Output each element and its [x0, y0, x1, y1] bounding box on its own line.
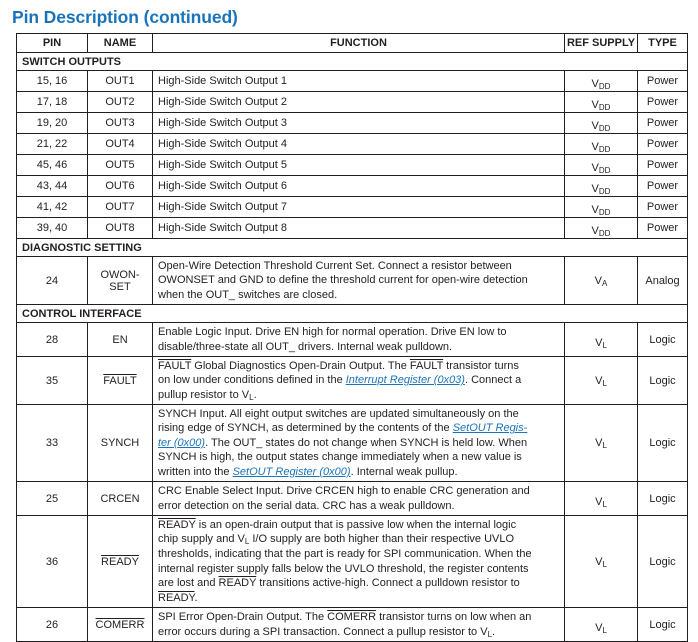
ref-supply-cell	[565, 482, 638, 516]
type-cell: Power	[638, 134, 688, 155]
table-row	[17, 608, 688, 642]
type-cell: Analog	[638, 257, 688, 305]
ref-supply-cell	[565, 257, 638, 305]
function-text: written into the	[158, 465, 233, 478]
ref-supply-cell	[565, 92, 638, 113]
ref-supply-subscript: A	[602, 278, 608, 288]
pin-cell: 21, 22	[17, 134, 88, 155]
name-cell: SYNCH	[88, 405, 153, 482]
function-text: . Connect a	[464, 374, 522, 387]
interrupt-register-link[interactable]: Interrupt Register (0x03)	[345, 374, 465, 387]
name-cell	[88, 516, 153, 608]
ref-supply-subscript: DD	[598, 103, 611, 112]
pin-cell: 17, 18	[17, 92, 88, 113]
name-cell: OUT2	[88, 92, 153, 113]
name-cell: OUT8	[88, 218, 153, 239]
ref-supply-symbol: V	[591, 99, 599, 111]
ref-supply-symbol: V	[595, 374, 603, 387]
ref-supply-subscript: DD	[598, 82, 611, 91]
ref-supply-symbol: V	[594, 274, 602, 287]
ref-supply-subscript: DD	[598, 187, 611, 196]
function-line: OWONSET and GND to define the threshold current for open-wire detection	[158, 274, 528, 287]
signal-overbar-text: READY	[158, 591, 195, 604]
type-cell: Power	[638, 218, 688, 239]
table-row	[17, 405, 688, 482]
ref-supply-subscript: L	[602, 559, 607, 569]
ref-supply-symbol: V	[591, 204, 599, 216]
function-cell: High-Side Switch Output 4	[153, 134, 565, 155]
col-header-name: NAME	[88, 34, 153, 53]
ref-supply-symbol: V	[595, 621, 603, 634]
function-line: disable/three-state all OUT_ drivers. Internal weak pulldown.	[158, 340, 453, 353]
function-text: I/O supply are both higher than their respective UVLO	[249, 533, 515, 546]
function-text: . The OUT_ states do not change when SYNCH is held low. When	[205, 436, 528, 449]
name-cell: OUT4	[88, 134, 153, 155]
pin-cell: 24	[17, 257, 88, 305]
col-header-function: FUNCTION	[153, 34, 565, 53]
function-text: transitions active-high. Connect a pulldown resistor to	[256, 577, 520, 590]
header-row	[17, 34, 688, 53]
ref-supply-cell	[565, 134, 638, 155]
name-line: OWON-	[100, 268, 140, 281]
pin-cell: 35	[17, 357, 88, 405]
ref-supply-cell	[565, 405, 638, 482]
function-text: rising edge of SYNCH, as determined by the contents of the	[158, 422, 453, 435]
signal-overbar-text: FAULT	[158, 359, 192, 372]
name-cell	[88, 257, 153, 305]
table-row	[17, 257, 688, 305]
pin-cell: 43, 44	[17, 176, 88, 197]
function-cell	[153, 608, 565, 642]
function-line: internal register supply falls below the UVLO threshold, the register contents	[158, 562, 529, 575]
pin-cell: 39, 40	[17, 218, 88, 239]
type-cell: Power	[638, 155, 688, 176]
function-cell	[153, 405, 565, 482]
ref-supply-symbol: V	[595, 437, 603, 449]
function-line: error detection on the serial data. CRC has a weak pulldown.	[158, 499, 455, 512]
function-text: .	[253, 388, 257, 401]
pin-cell: 33	[17, 405, 88, 482]
function-text: .	[194, 591, 198, 604]
ref-supply-subscript: DD	[598, 208, 611, 217]
section-title: DIAGNOSTIC SETTING	[17, 239, 688, 257]
ref-supply-subscript: L	[602, 378, 607, 388]
signal-overbar-text: FAULT	[409, 359, 444, 372]
function-line: when the OUT_ switches are closed.	[158, 288, 338, 301]
name-cell: EN	[88, 323, 153, 357]
function-cell: High-Side Switch Output 3	[153, 113, 565, 134]
pin-cell: 41, 42	[17, 197, 88, 218]
pin-cell: 26	[17, 608, 88, 642]
ref-supply-subscript: L	[602, 340, 607, 350]
section-title: CONTROL INTERFACE	[17, 305, 688, 323]
setout-register-link[interactable]: SetOUT Register (0x00)	[232, 465, 351, 478]
function-cell: High-Side Switch Output 2	[153, 92, 565, 113]
function-text: is an open-drain output that is passive low when the internal logic	[195, 518, 517, 531]
pin-cell: 36	[17, 516, 88, 608]
table-row	[17, 197, 688, 218]
ref-supply-cell	[565, 323, 638, 357]
ref-supply-symbol: V	[591, 141, 599, 153]
name-cell: OUT5	[88, 155, 153, 176]
function-cell	[153, 257, 565, 305]
pin-cell: 25	[17, 482, 88, 516]
function-cell	[153, 516, 565, 608]
table-row	[17, 482, 688, 516]
pin-cell: 45, 46	[17, 155, 88, 176]
type-cell: Logic	[638, 516, 688, 608]
ref-supply-subscript: DD	[598, 124, 611, 133]
signal-overbar-text: READY	[158, 518, 196, 531]
table-row	[17, 134, 688, 155]
name-cell: OUT7	[88, 197, 153, 218]
col-header-pin: PIN	[17, 34, 88, 53]
ref-supply-symbol: V	[591, 183, 599, 195]
function-text: . Internal weak pullup.	[350, 465, 458, 478]
name-line: SET	[109, 280, 131, 293]
type-cell: Power	[638, 197, 688, 218]
function-line: Enable Logic Input. Drive EN high for normal operation. Drive EN low to	[158, 325, 507, 338]
subscript-text: L	[487, 629, 493, 639]
name-cell: OUT6	[88, 176, 153, 197]
type-cell: Power	[638, 113, 688, 134]
type-cell: Power	[638, 176, 688, 197]
function-text: transistor turns	[443, 359, 519, 372]
ref-supply-symbol: V	[595, 336, 603, 349]
type-cell: Logic	[638, 357, 688, 405]
setout-register-link[interactable]: ter (0x00)	[158, 436, 206, 449]
ref-supply-cell	[565, 155, 638, 176]
name-overbar-text: COMERR	[95, 618, 145, 631]
ref-supply-symbol: V	[595, 555, 603, 568]
signal-overbar-text: READY	[218, 577, 257, 590]
function-cell: High-Side Switch Output 6	[153, 176, 565, 197]
type-cell: Logic	[638, 323, 688, 357]
switch-output-rows	[17, 71, 688, 239]
name-overbar-text: READY	[101, 555, 139, 568]
ref-supply-cell	[565, 197, 638, 218]
section-title: SWITCH OUTPUTS	[17, 53, 688, 71]
function-line: SYNCH Input. All eight output switches are updated simultaneously on the	[158, 407, 519, 420]
function-text: transistor turns on low when an	[376, 610, 532, 623]
subscript-text: L	[249, 392, 254, 402]
ref-supply-subscript: L	[602, 499, 607, 509]
function-text: chip supply and V	[158, 533, 245, 546]
function-line: CRC Enable Select Input. Drive CRCEN high to enable CRC generation and	[158, 484, 530, 497]
function-cell	[153, 357, 565, 405]
type-cell: Power	[638, 92, 688, 113]
name-cell: OUT1	[88, 71, 153, 92]
ref-supply-cell	[565, 516, 638, 608]
ref-supply-subscript: L	[602, 441, 607, 450]
function-text: SPI Error Open-Drain Output. The	[158, 610, 328, 623]
function-line: SYNCH is high, the output states change immediately when a new value is	[158, 451, 522, 464]
name-overbar-text: FAULT	[103, 374, 137, 387]
ref-supply-subscript: DD	[598, 145, 611, 154]
name-cell: CRCEN	[88, 482, 153, 516]
ref-supply-symbol: V	[591, 225, 599, 237]
ref-supply-symbol: V	[591, 78, 599, 90]
section-row	[17, 53, 688, 71]
setout-register-link[interactable]: SetOUT Regis-	[452, 422, 528, 435]
subscript-text: L	[244, 537, 250, 547]
ref-supply-subscript: DD	[598, 166, 611, 175]
function-line: Open-Wire Detection Threshold Current Set. Connect a resistor between	[158, 259, 512, 272]
table-row	[17, 357, 688, 405]
pin-cell: 28	[17, 323, 88, 357]
name-cell	[88, 357, 153, 405]
ref-supply-symbol: V	[591, 162, 599, 174]
section-row	[17, 239, 688, 257]
pin-cell: 15, 16	[17, 71, 88, 92]
function-text: error occurs during a SPI transaction. Connect a pullup resistor to V	[158, 625, 488, 638]
ref-supply-cell	[565, 608, 638, 642]
table-row	[17, 218, 688, 239]
ref-supply-cell	[565, 357, 638, 405]
ref-supply-cell	[565, 218, 638, 239]
table-row	[17, 155, 688, 176]
pin-cell: 19, 20	[17, 113, 88, 134]
type-cell: Logic	[638, 608, 688, 642]
col-header-type: TYPE	[638, 34, 688, 53]
function-cell: High-Side Switch Output 5	[153, 155, 565, 176]
function-cell: High-Side Switch Output 8	[153, 218, 565, 239]
ref-supply-symbol: V	[595, 495, 603, 508]
col-header-ref-supply: REF SUPPLY	[565, 34, 638, 53]
function-line: thresholds, indicating that the part is ready for SPI communication. When the	[158, 547, 532, 560]
function-text: .	[492, 625, 496, 638]
section-row	[17, 305, 688, 323]
page-title: Pin Description (continued)	[12, 7, 238, 27]
name-cell: OUT3	[88, 113, 153, 134]
function-cell: High-Side Switch Output 1	[153, 71, 565, 92]
type-cell: Power	[638, 71, 688, 92]
table-row	[17, 323, 688, 357]
table-row	[17, 113, 688, 134]
ref-supply-cell	[565, 113, 638, 134]
function-text: are lost and	[158, 577, 219, 590]
ref-supply-cell	[565, 71, 638, 92]
ref-supply-subscript: L	[602, 625, 607, 635]
ref-supply-cell	[565, 176, 638, 197]
function-text: Global Diagnostics Open-Drain Output. The	[191, 359, 410, 372]
function-text: pullup resistor to V	[158, 388, 250, 401]
signal-overbar-text: COMERR	[327, 610, 377, 623]
table-row	[17, 516, 688, 608]
type-cell: Logic	[638, 405, 688, 482]
ref-supply-subscript: DD	[598, 229, 611, 238]
table-row	[17, 71, 688, 92]
function-cell	[153, 323, 565, 357]
table-row	[17, 176, 688, 197]
pin-description-table	[16, 33, 688, 642]
table-row	[17, 92, 688, 113]
function-cell: High-Side Switch Output 7	[153, 197, 565, 218]
function-text: on low under conditions defined in the	[158, 374, 346, 387]
ref-supply-symbol: V	[591, 120, 599, 132]
name-cell	[88, 608, 153, 642]
function-cell	[153, 482, 565, 516]
type-cell: Logic	[638, 482, 688, 516]
